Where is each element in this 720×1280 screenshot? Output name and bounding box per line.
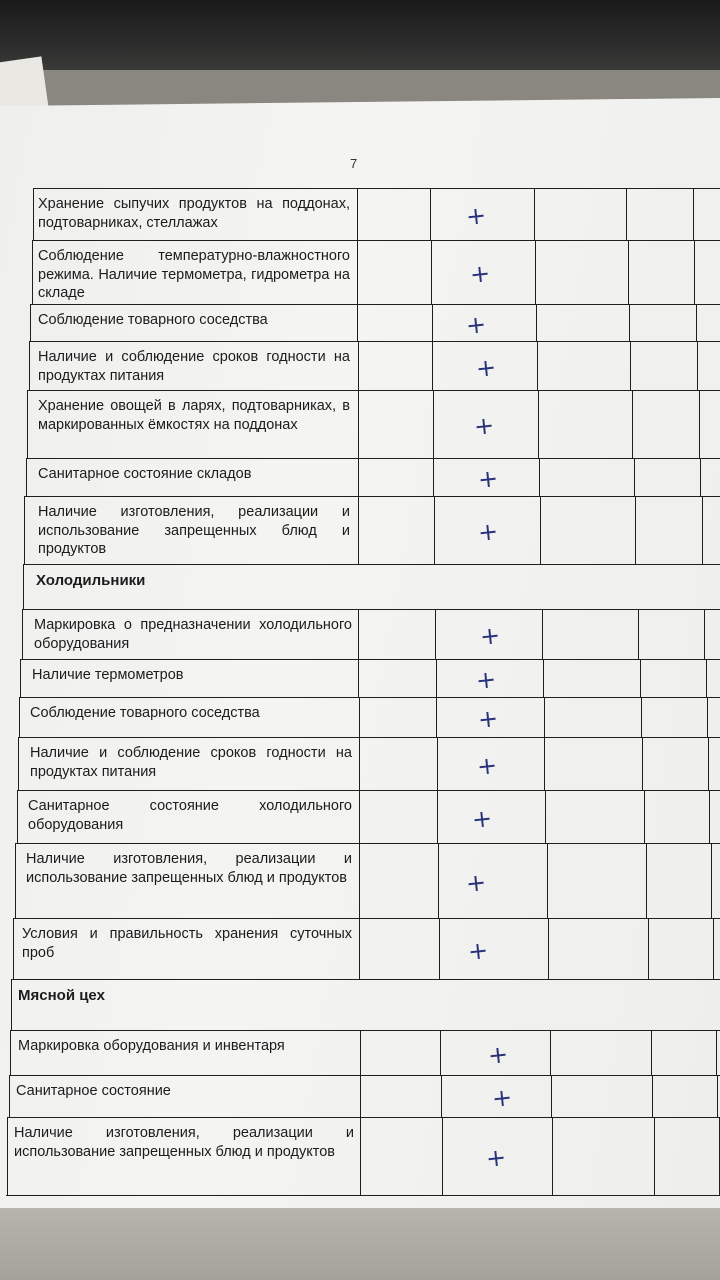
handwritten-plus-mark: + bbox=[470, 803, 494, 834]
document-page bbox=[0, 98, 720, 1208]
handwritten-plus-mark: + bbox=[466, 935, 490, 966]
criterion-text: Соблюдение температурно-влажностного режима. Наличие термометра, гидрометра на складе bbox=[38, 248, 350, 301]
criterion-text: Условия и правильность хранения суточных проб bbox=[22, 926, 352, 961]
handwritten-plus-mark: + bbox=[468, 259, 492, 289]
criterion-text: Маркировка о предназначении холодильного оборудования bbox=[34, 617, 352, 652]
section-heading: Холодильники bbox=[36, 572, 146, 589]
handwritten-plus-mark: + bbox=[484, 1143, 508, 1173]
criterion-text: Наличие изготовления, реализации и использование запрещенных блюд и продуктов bbox=[38, 504, 350, 557]
criterion-text: Маркировка оборудования и инвентаря bbox=[18, 1038, 285, 1054]
criterion-text: Наличие и соблюдение сроков годности на продуктах питания bbox=[38, 349, 350, 384]
criterion-text: Хранение сыпучих продуктов на поддонах, подтоварниках, стеллажах bbox=[38, 196, 350, 231]
handwritten-plus-mark: + bbox=[476, 464, 500, 494]
criterion-text: Соблюдение товарного соседства bbox=[30, 705, 260, 721]
handwritten-plus-mark: + bbox=[490, 1083, 514, 1113]
handwritten-plus-mark: + bbox=[476, 517, 500, 547]
criterion-text: Наличие изготовления, реализации и использование запрещенных блюд и продуктов bbox=[14, 1125, 354, 1160]
criterion-text: Соблюдение товарного соседства bbox=[38, 312, 268, 328]
handwritten-plus-mark: + bbox=[472, 411, 496, 441]
criterion-text: Санитарное состояние холодильного оборудования bbox=[28, 798, 352, 833]
handwritten-plus-mark: + bbox=[464, 309, 488, 340]
page-number: 7 bbox=[350, 156, 358, 171]
criterion-text: Санитарное состояние складов bbox=[38, 466, 252, 482]
handwritten-plus-mark: + bbox=[476, 704, 500, 734]
criterion-text: Наличие изготовления, реализации и использование запрещенных блюд и продуктов bbox=[26, 851, 352, 886]
desk-background-bottom bbox=[0, 1200, 720, 1280]
criterion-text: Наличие и соблюдение сроков годности на продуктах питания bbox=[30, 745, 352, 780]
criterion-text: Санитарное состояние bbox=[16, 1083, 171, 1099]
handwritten-plus-mark: + bbox=[474, 352, 498, 383]
handwritten-plus-mark: + bbox=[464, 201, 488, 231]
criterion-text: Хранение овощей в ларях, подтоварниках, в маркированных ёмкостях на поддонах bbox=[38, 398, 350, 433]
handwritten-plus-mark: + bbox=[478, 621, 502, 651]
handwritten-plus-mark: + bbox=[486, 1039, 510, 1070]
handwritten-plus-mark: + bbox=[474, 665, 498, 695]
handwritten-plus-mark: + bbox=[464, 867, 488, 898]
handwritten-plus-mark: + bbox=[475, 750, 499, 781]
desk-background-top bbox=[0, 0, 720, 70]
criterion-text: Наличие термометров bbox=[32, 667, 184, 683]
section-heading: Мясной цех bbox=[18, 987, 105, 1004]
